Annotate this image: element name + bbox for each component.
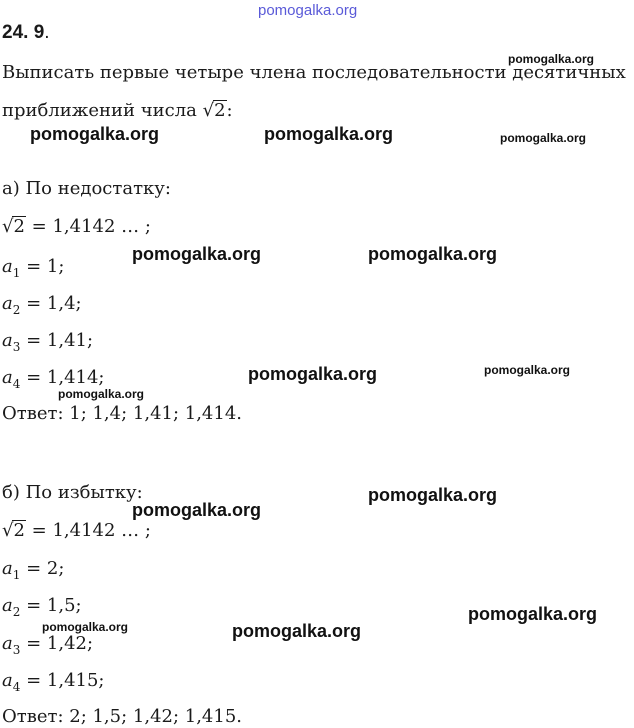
- watermark: pomogalka.org: [248, 364, 378, 384]
- term-index: 3: [12, 340, 21, 354]
- problem-statement-line-1: Выписать первые четыре члена последовательности десятичных: [2, 62, 626, 83]
- part-b-answer: Ответ: 2; 1,5; 1,42; 1,415.: [2, 706, 243, 727]
- sqrt-value: = 1,4142 … ;: [31, 216, 151, 237]
- sqrt-argument: 2: [13, 520, 25, 541]
- term-variable: a: [2, 595, 13, 616]
- watermark: pomogalka.org: [264, 124, 394, 144]
- term-variable: a: [2, 558, 13, 579]
- sqrt-argument: 2: [13, 216, 25, 237]
- term-value: = 1,415;: [20, 670, 105, 691]
- term-index: 2: [12, 303, 21, 317]
- term-variable: a: [2, 293, 13, 314]
- sqrt-argument: 2: [214, 100, 226, 121]
- part-b-sqrt-line: [2, 520, 151, 542]
- watermark: pomogalka.org: [42, 620, 129, 634]
- watermark: pomogalka.org: [368, 485, 498, 505]
- term-value: = 1,5;: [20, 595, 82, 616]
- term-variable: a: [2, 670, 13, 691]
- problem-statement-text: приближений числа: [2, 100, 203, 121]
- watermark: pomogalka.org: [132, 244, 262, 264]
- sqrt-symbol: √: [2, 520, 14, 541]
- term-value: = 1,414;: [20, 367, 105, 388]
- watermark: pomogalka.org: [500, 131, 587, 145]
- problem-statement-colon: :: [226, 100, 233, 121]
- sqrt-symbol: √: [202, 100, 215, 121]
- part-a-term-3: [2, 330, 94, 354]
- term-index: 3: [12, 643, 21, 657]
- part-b-term-1: [2, 558, 65, 582]
- part-a-term-4: [2, 367, 105, 391]
- sqrt-symbol: √: [2, 216, 14, 237]
- problem-number-dot: .: [44, 22, 50, 43]
- part-a-term-2: [2, 293, 82, 317]
- part-a-term-1: [2, 256, 65, 280]
- term-variable: a: [2, 256, 13, 277]
- sqrt-expression: [203, 100, 227, 122]
- term-value: = 1,41;: [20, 330, 94, 351]
- term-variable: a: [2, 330, 13, 351]
- term-value: = 2;: [20, 558, 65, 579]
- term-index: 1: [12, 266, 21, 280]
- term-variable: a: [2, 367, 13, 388]
- term-value: = 1;: [20, 256, 65, 277]
- part-a-answer: Ответ: 1; 1,4; 1,41; 1,414.: [2, 403, 243, 424]
- term-index: 2: [12, 605, 21, 619]
- watermark: pomogalka.org: [132, 500, 262, 520]
- term-variable: a: [2, 633, 13, 654]
- watermark: pomogalka.org: [508, 52, 595, 66]
- watermark: pomogalka.org: [232, 621, 362, 641]
- watermark: pomogalka.org: [484, 363, 571, 377]
- term-index: 4: [12, 377, 21, 391]
- part-a-heading: а) По недостатку:: [2, 178, 171, 199]
- term-index: 1: [12, 568, 21, 582]
- term-value: = 1,4;: [20, 293, 82, 314]
- problem-statement-line-2: [2, 100, 233, 122]
- part-b-term-2: [2, 595, 82, 619]
- sqrt-expression: [2, 216, 26, 238]
- watermark: pomogalka.org: [368, 244, 498, 264]
- part-b-term-3: [2, 633, 94, 657]
- part-a-sqrt-line: [2, 216, 151, 238]
- watermark-top: pomogalka.org: [258, 2, 358, 19]
- watermark: pomogalka.org: [30, 124, 160, 144]
- watermark: pomogalka.org: [58, 387, 145, 401]
- watermark: pomogalka.org: [468, 604, 598, 624]
- sqrt-value: = 1,4142 … ;: [31, 520, 151, 541]
- problem-number: [2, 22, 50, 44]
- part-b-term-4: [2, 670, 105, 694]
- part-b-heading: б) По избытку:: [2, 482, 143, 503]
- term-value: = 1,42;: [20, 633, 94, 654]
- term-index: 4: [12, 680, 21, 694]
- problem-number-text: 24. 9: [2, 22, 45, 43]
- sqrt-expression: [2, 520, 26, 542]
